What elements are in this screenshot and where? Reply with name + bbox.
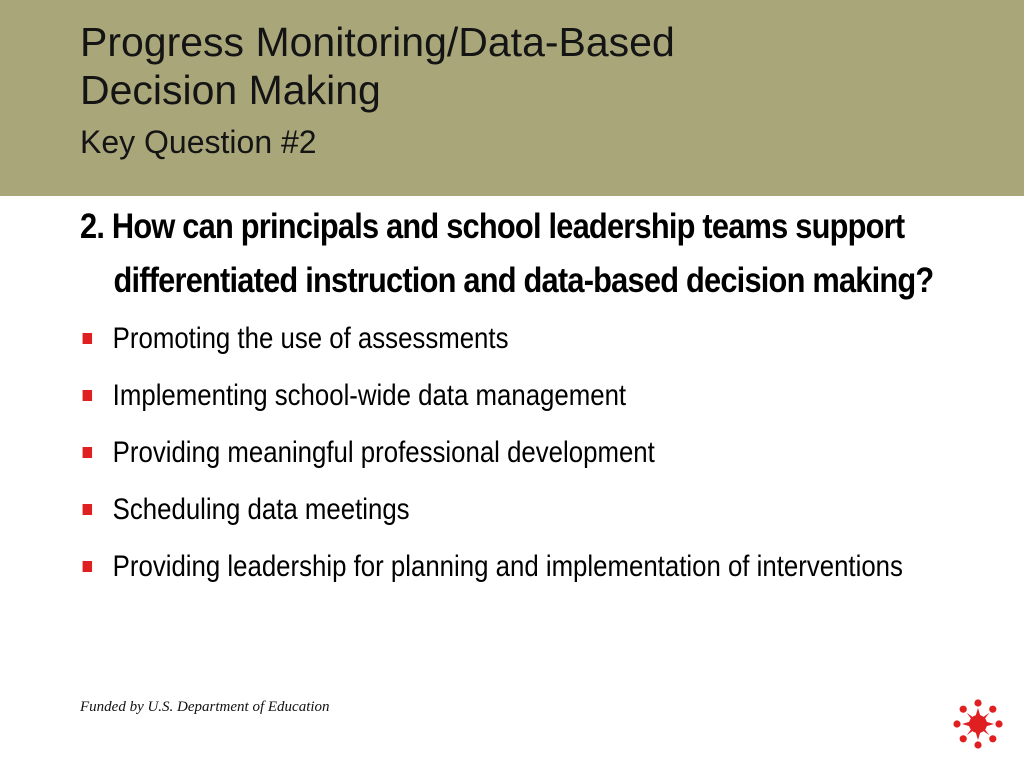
red-square-bullet-icon [83, 561, 92, 572]
bullet-item [80, 373, 981, 419]
bullet-text: Providing leadership for planning and implementation of interventions [112, 550, 903, 583]
slide-title [80, 18, 675, 114]
slide-title-line-2: Decision Making [80, 67, 381, 113]
bullet-item [80, 544, 981, 590]
funding-footer: Funded by U.S. Department of Education [80, 699, 330, 715]
bullet-text: Providing meaningful professional development [112, 436, 655, 469]
bullet-item [80, 487, 981, 533]
bullet-item [80, 316, 981, 362]
slide-title-line-1: Progress Monitoring/Data-Based [80, 19, 675, 65]
red-square-bullet-icon [83, 504, 92, 515]
slide-subtitle: Key Question #2 [80, 124, 317, 160]
bullet-item [80, 430, 981, 476]
bullet-text: Scheduling data meetings [112, 493, 410, 526]
slide-body [80, 200, 960, 601]
title-banner [0, 0, 1024, 196]
bullet-list [80, 316, 960, 590]
key-question: 2. How can principals and school leadership teams support differentiated instruction and data-based decision making? [80, 207, 934, 300]
red-square-bullet-icon [83, 390, 92, 401]
red-star-cluster-logo-icon [952, 698, 1004, 750]
bullet-text: Implementing school-wide data management [112, 379, 627, 412]
red-square-bullet-icon [83, 447, 92, 458]
bullet-text: Promoting the use of assessments [112, 322, 509, 355]
red-square-bullet-icon [83, 333, 92, 344]
